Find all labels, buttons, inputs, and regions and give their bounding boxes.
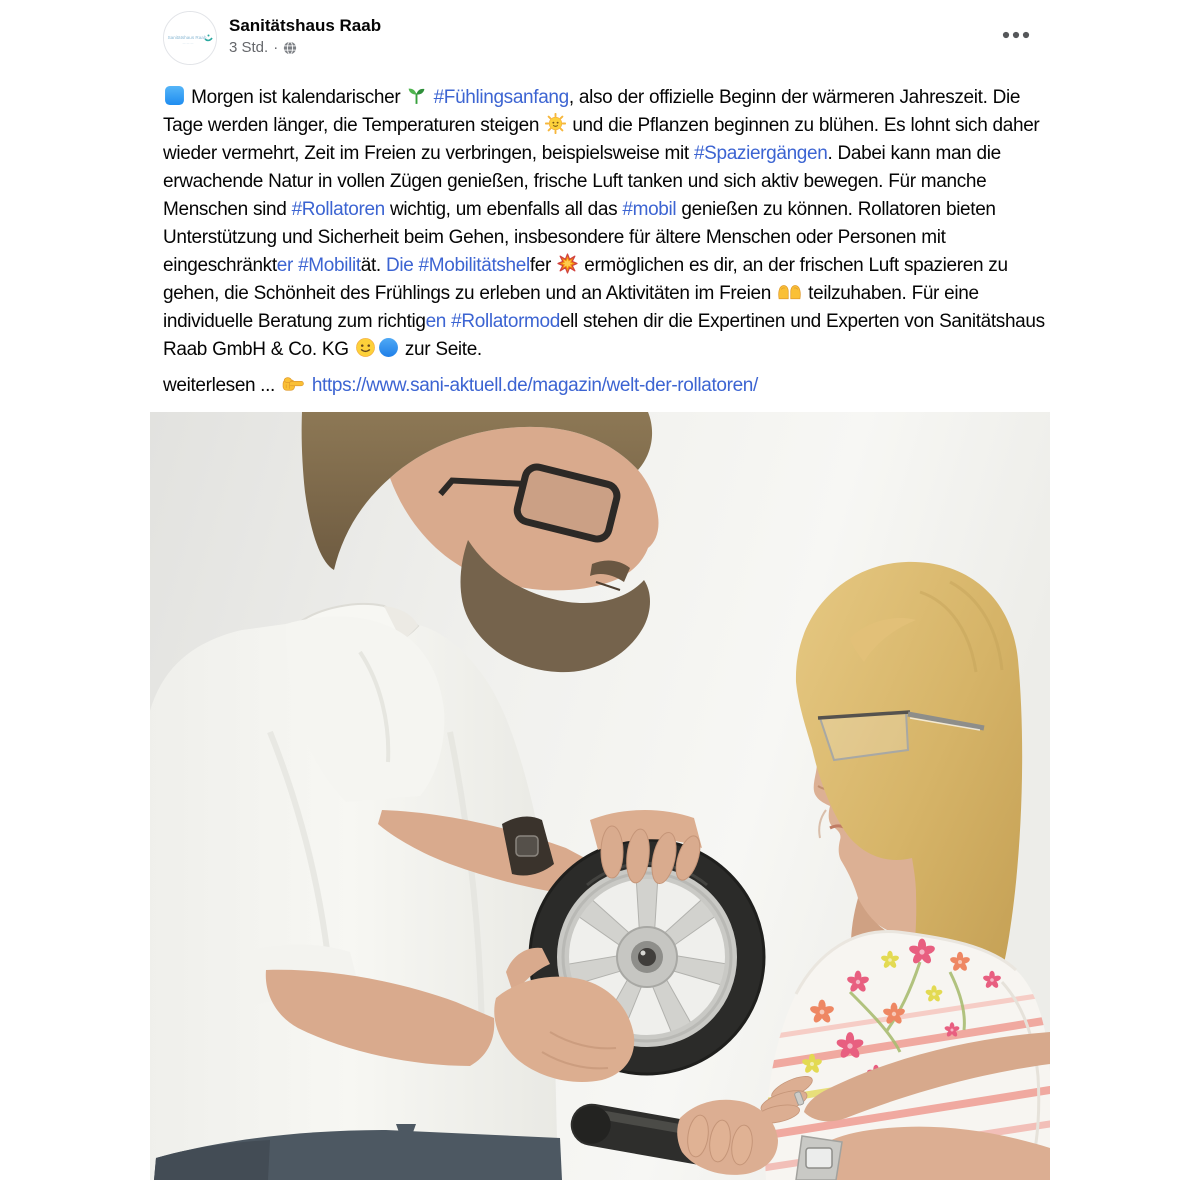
- blue-square-emoji: [164, 85, 185, 106]
- post-header: [150, 0, 1050, 65]
- more-options-button[interactable]: [998, 20, 1034, 50]
- post-text-run: und die Pflanzen beginnen zu blühen. Es lohnt sich daher wieder vermehrt, Zeit im Freien zu verbringen, beispielsweise mit: [163, 115, 1040, 164]
- post-text-run: wichtig, um ebenfalls all das: [384, 199, 623, 220]
- svg-text:— — —: — — —: [182, 41, 194, 45]
- post-text-run: , also der offizielle Beginn der wärmeren Jahreszeit. Die Tage werden länger, die Temperaturen steigen: [163, 87, 1021, 136]
- post-meta: [229, 39, 381, 56]
- post-text-run: Morgen ist kalendarischer: [186, 87, 406, 108]
- post-text-run: ät.: [360, 255, 386, 276]
- collision-emoji: [557, 253, 578, 274]
- post-text-run: fer: [529, 255, 557, 276]
- hashtag-link[interactable]: #Rollatoren: [291, 199, 385, 220]
- hashtag-link[interactable]: en #Rollatormod: [425, 311, 560, 332]
- post-text-body: [150, 65, 1050, 364]
- page-name-link[interactable]: Sanitätshaus Raab: [229, 16, 382, 35]
- facebook-post-card: [150, 0, 1050, 1180]
- read-more-line: [150, 364, 1050, 400]
- hashtag-link[interactable]: er #Mobilit: [276, 255, 361, 276]
- page-logo-image: [164, 12, 216, 64]
- meta-separator: ·: [273, 39, 279, 56]
- post-text-run: ell stehen dir die Expertinen und Experten von Sanitätshaus Raab GmbH & Co. KG: [163, 311, 1045, 360]
- post-text-run: genießen zu können. Rollatoren bieten Unterstützung und Sicherheit beim Gehen, insbesondere für ältere Menschen oder Personen mit eingeschränkt: [163, 199, 996, 276]
- hashtag-link[interactable]: #Spaziergängen: [693, 143, 828, 164]
- read-more-label[interactable]: weiterlesen ...: [163, 375, 280, 396]
- post-text-run: teilzuhaben. Für eine individuelle Beratung zum richtig: [163, 283, 979, 332]
- ellipsis-icon: [1002, 30, 1030, 40]
- globe-privacy-icon: [283, 41, 297, 55]
- sun-with-face-emoji: [545, 113, 566, 134]
- header-text-block: [229, 8, 381, 65]
- hashtag-link[interactable]: Die #Mobilitätshel: [385, 255, 530, 276]
- seedling-emoji: [406, 85, 427, 106]
- page-avatar[interactable]: [163, 11, 217, 65]
- slightly-smiling-emoji: [355, 337, 376, 358]
- post-text-run: . Dabei kann man die erwachende Natur in vollen Zügen genießen, frische Luft tanken und sich aktiv bewegen. Für manche Menschen sind: [163, 143, 1001, 220]
- article-url-link[interactable]: https://www.sani-aktuell.de/magazin/welt-der-rollatoren/: [311, 375, 758, 396]
- blue-circle-emoji: [378, 337, 399, 358]
- post-text-run: zur Seite.: [399, 339, 482, 360]
- hashtag-link[interactable]: #mobil: [622, 199, 677, 220]
- hashtag-link[interactable]: #Fühlingsanfang: [433, 87, 569, 108]
- woman-watch: [796, 1136, 842, 1180]
- point-right-emoji: [281, 373, 306, 394]
- post-timestamp[interactable]: 3 Std.: [229, 39, 269, 56]
- avatar-logo-text: Sanitätshaus Raab: [167, 35, 207, 40]
- post-text-run: ermöglichen es dir, an der frischen Luft spazieren zu gehen, die Schönheit des Frühlings zu erleben und an Aktivitäten im Freien: [163, 255, 1008, 304]
- post-photo[interactable]: [150, 412, 1050, 1180]
- open-hands-emoji: [777, 281, 802, 302]
